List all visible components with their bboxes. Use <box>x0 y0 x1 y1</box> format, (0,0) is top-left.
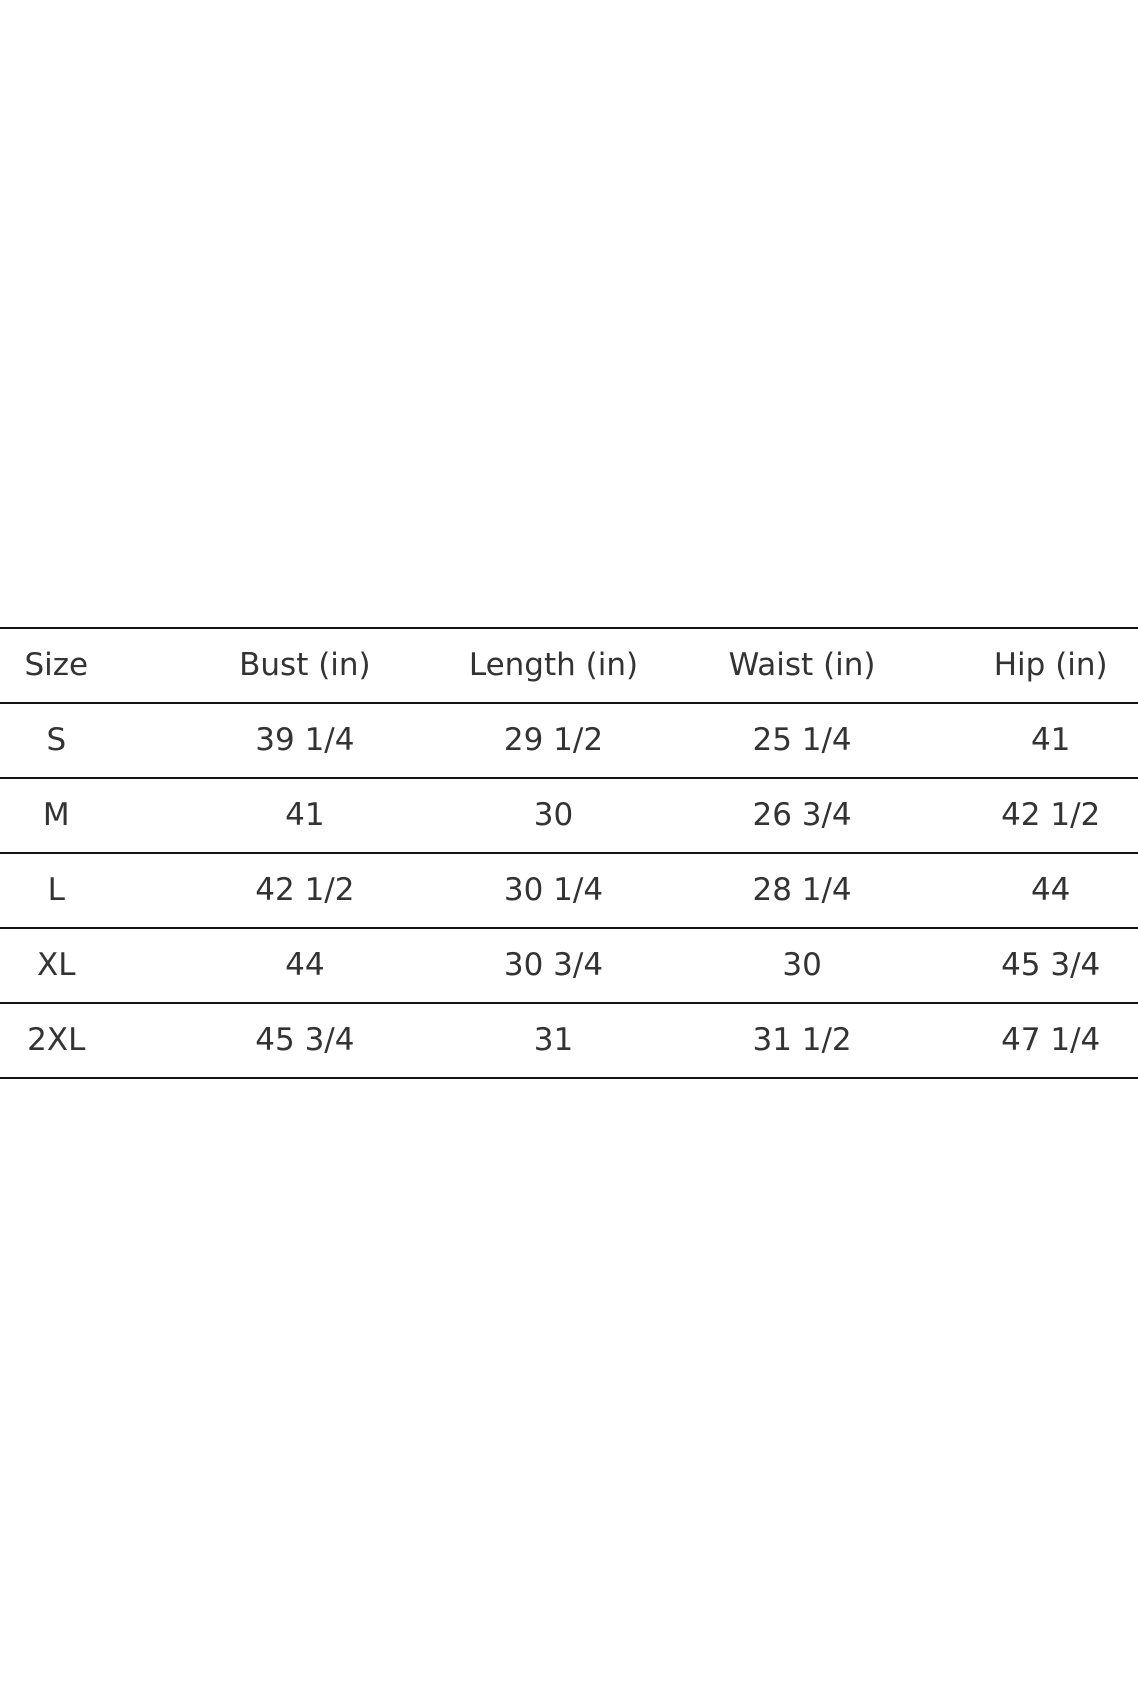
cell-l-bust: 42 1/2 <box>181 853 430 928</box>
column-header-length: Length (in) <box>429 628 678 703</box>
table-row-l <box>0 853 1138 928</box>
cell-xl-bust: 44 <box>181 928 430 1003</box>
column-header-bust: Bust (in) <box>181 628 430 703</box>
cell-2xl-size: 2XL <box>0 1003 181 1078</box>
cell-2xl-hip: 47 1/4 <box>926 1003 1138 1078</box>
cell-xl-length: 30 3/4 <box>429 928 678 1003</box>
cell-m-bust: 41 <box>181 778 430 853</box>
cell-xl-waist: 30 <box>678 928 927 1003</box>
table-row-m <box>0 778 1138 853</box>
table-row-s <box>0 703 1138 778</box>
column-header-size: Size <box>0 628 181 703</box>
table-row-2xl <box>0 1003 1138 1078</box>
size-chart-table <box>0 627 1138 1079</box>
cell-l-size: L <box>0 853 181 928</box>
column-header-waist: Waist (in) <box>678 628 927 703</box>
cell-s-length: 29 1/2 <box>429 703 678 778</box>
cell-s-hip: 41 <box>926 703 1138 778</box>
cell-2xl-waist: 31 1/2 <box>678 1003 927 1078</box>
table-row-xl <box>0 928 1138 1003</box>
table-header-row <box>0 628 1138 703</box>
cell-m-waist: 26 3/4 <box>678 778 927 853</box>
column-header-hip: Hip (in) <box>926 628 1138 703</box>
cell-l-hip: 44 <box>926 853 1138 928</box>
cell-s-waist: 25 1/4 <box>678 703 927 778</box>
cell-l-waist: 28 1/4 <box>678 853 927 928</box>
cell-m-length: 30 <box>429 778 678 853</box>
cell-s-size: S <box>0 703 181 778</box>
cell-l-length: 30 1/4 <box>429 853 678 928</box>
cell-m-size: M <box>0 778 181 853</box>
cell-2xl-bust: 45 3/4 <box>181 1003 430 1078</box>
cell-m-hip: 42 1/2 <box>926 778 1138 853</box>
cell-2xl-length: 31 <box>429 1003 678 1078</box>
cell-xl-size: XL <box>0 928 181 1003</box>
cell-s-bust: 39 1/4 <box>181 703 430 778</box>
cell-xl-hip: 45 3/4 <box>926 928 1138 1003</box>
